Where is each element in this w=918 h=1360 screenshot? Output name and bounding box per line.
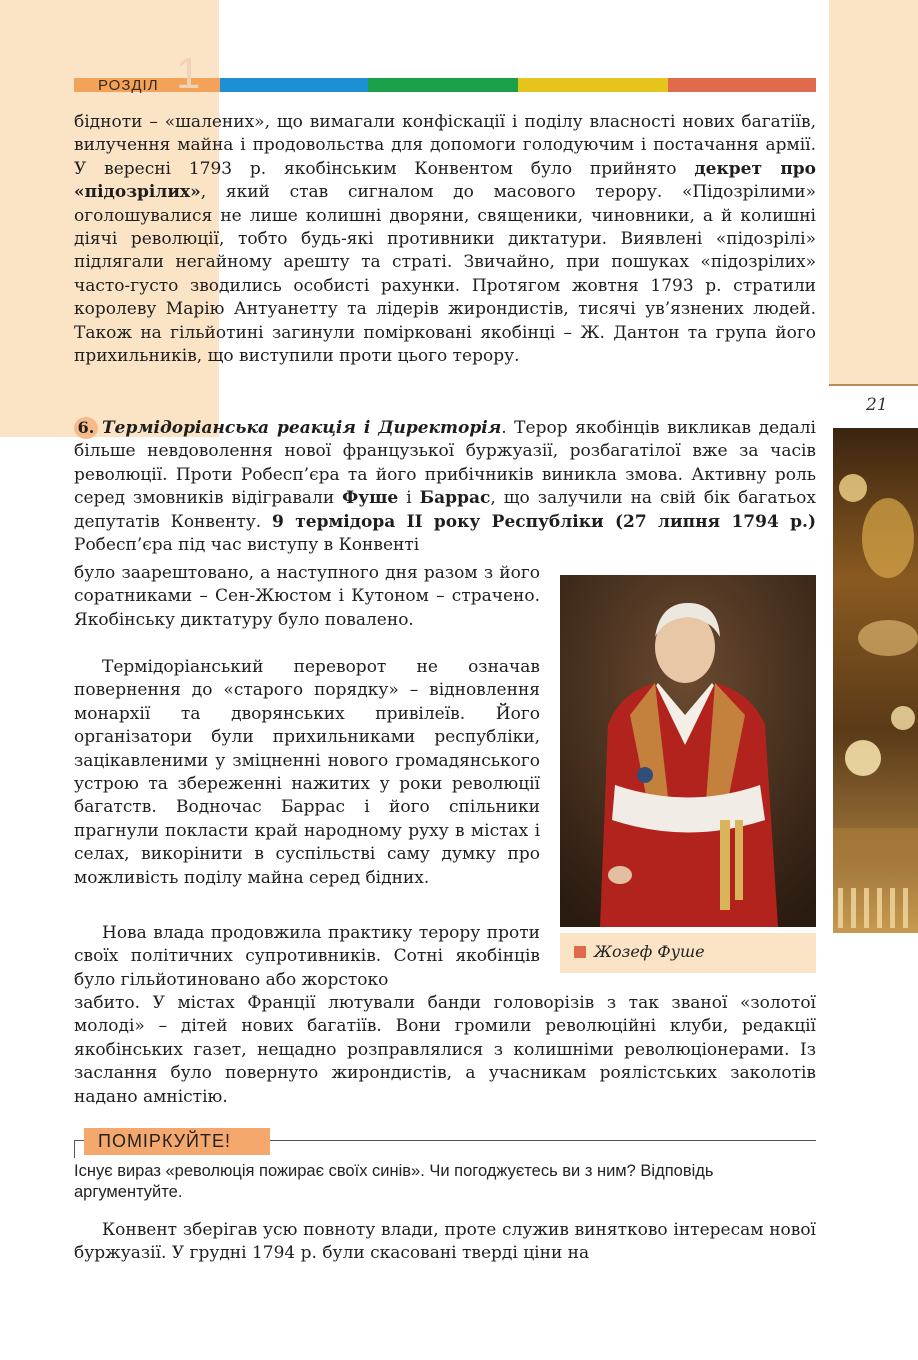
paragraph: було заарештовано, а наступного дня разом з його соратниками – Сен-Жюстом і Кутоном – страчено. Якобінську диктатуру було повалено. [74, 563, 540, 630]
side-decorative-image [833, 428, 918, 933]
page-number: 21 [866, 395, 888, 415]
color-bar-segment [518, 78, 668, 92]
paragraph: Термідоріанський переворот не означав повернення до «старого порядку» – відновлення монархії та дворянських привілеїв. Його організатори були прихильниками республіки, зацікавленими у зміцненні нового громадянського устрою та збереженні нажитих у роки революції багатств. Водночас Баррас і його спільники прагнули покласти край народному руху в містах і селах, викорінити в суспільстві саму думку про можливість поділу майна серед бідних. [74, 657, 540, 888]
paragraph: Нова влада продовжила практику терору проти своїх політичних супротивників. Сотні якобінців було гільйотиновано або жорстоко [74, 923, 540, 990]
paragraph-text: і [398, 488, 420, 509]
portrait-image [560, 575, 816, 927]
paragraph [74, 111, 816, 368]
bold-term: 9 термідора II року Республіки (27 липня 1794 р.) [272, 511, 816, 532]
bold-term: декрет про «підозрілих» [74, 158, 817, 203]
section-paragraph [74, 417, 816, 557]
think-box-label: ПОМІРКУЙТЕ! [84, 1128, 270, 1155]
paragraph-text: , який став сигналом до масового терору. «Підозрілими» оголошувалися не лише колишні дворяни, священики, чиновники, а й колишні діячі революції, тобто будь-які противники диктатури. Виявлені «підозрілі» підлягали негайному арешту та страті. Звичайно, при пошуках «підозрілих» часто-густо зводились особисті рахунки. Протягом жовтня 1793 р. стратили королеву Марію Антуанетту та лідерів жирондистів, тисячі ув’язнених людей. Також на гільйотині загинули помірковані якобінці – Ж. Дантон та група його прихильників, що виступили проти цього терору. [74, 182, 816, 367]
paragraph-text: Робесп’єра під час виступу в Конвенті [74, 535, 420, 556]
think-box-rule [74, 1140, 75, 1158]
section-number: 1 [176, 49, 201, 98]
margin-divider [829, 384, 918, 386]
think-box-question: Існує вираз «революція пожирає своїх синів». Чи погоджуєтесь ви з ним? Відповідь аргументуйте. [74, 1162, 714, 1201]
bold-term: Баррас [419, 488, 491, 509]
margin-strip [829, 0, 918, 386]
paragraph-text: бідноти – «шалених», що вимагали конфіскації і поділу власності нових багатіїв, вилучення майна і продовольства для допомоги голодуючим і постачання армії. У вересні 1793 р. якобінським Конвентом було прийнято [74, 112, 816, 179]
caption-text: Жозеф Фуше [594, 942, 705, 961]
figure-caption [560, 933, 816, 973]
caption-marker [574, 946, 586, 958]
section-heading: Термідоріанська реакція і Директорія [102, 418, 502, 438]
color-bar-segment [220, 78, 368, 92]
color-bar-segment [368, 78, 518, 92]
paragraph: Конвент зберігав усю повноту влади, проте служив винятково інтересам нової буржуазії. У грудні 1794 р. були скасовані тверді ціни на [74, 1220, 816, 1264]
section-label: РОЗДІЛ [98, 77, 159, 94]
bold-term: Фуше [342, 488, 399, 509]
paragraph: забито. У містах Франції лютували банди головорізів з так званої «золотої молоді» – дітей нових багатіїв. Вони громили революційні клуби, редакції якобінських газет, нещадно розправлялися з колишніми революціонерами. Із заслання було повернуто жирондистів, а учасникам роялістських заколотів надано амністію. [74, 993, 816, 1107]
paragraph-text: . Терор якобінців викликав дедалі більше невдоволення нової французької буржуазії, розбагатілої вже за часів революції. Проти Робесп’єра та його прибічників виникла змова. Активну роль серед змовників відігравали [74, 418, 816, 509]
paragraph-text: , що залучили на свій бік багатьох депутатів Конвенту. [74, 488, 816, 532]
section-number-badge: 6. [74, 417, 98, 439]
color-bar-segment [668, 78, 816, 92]
